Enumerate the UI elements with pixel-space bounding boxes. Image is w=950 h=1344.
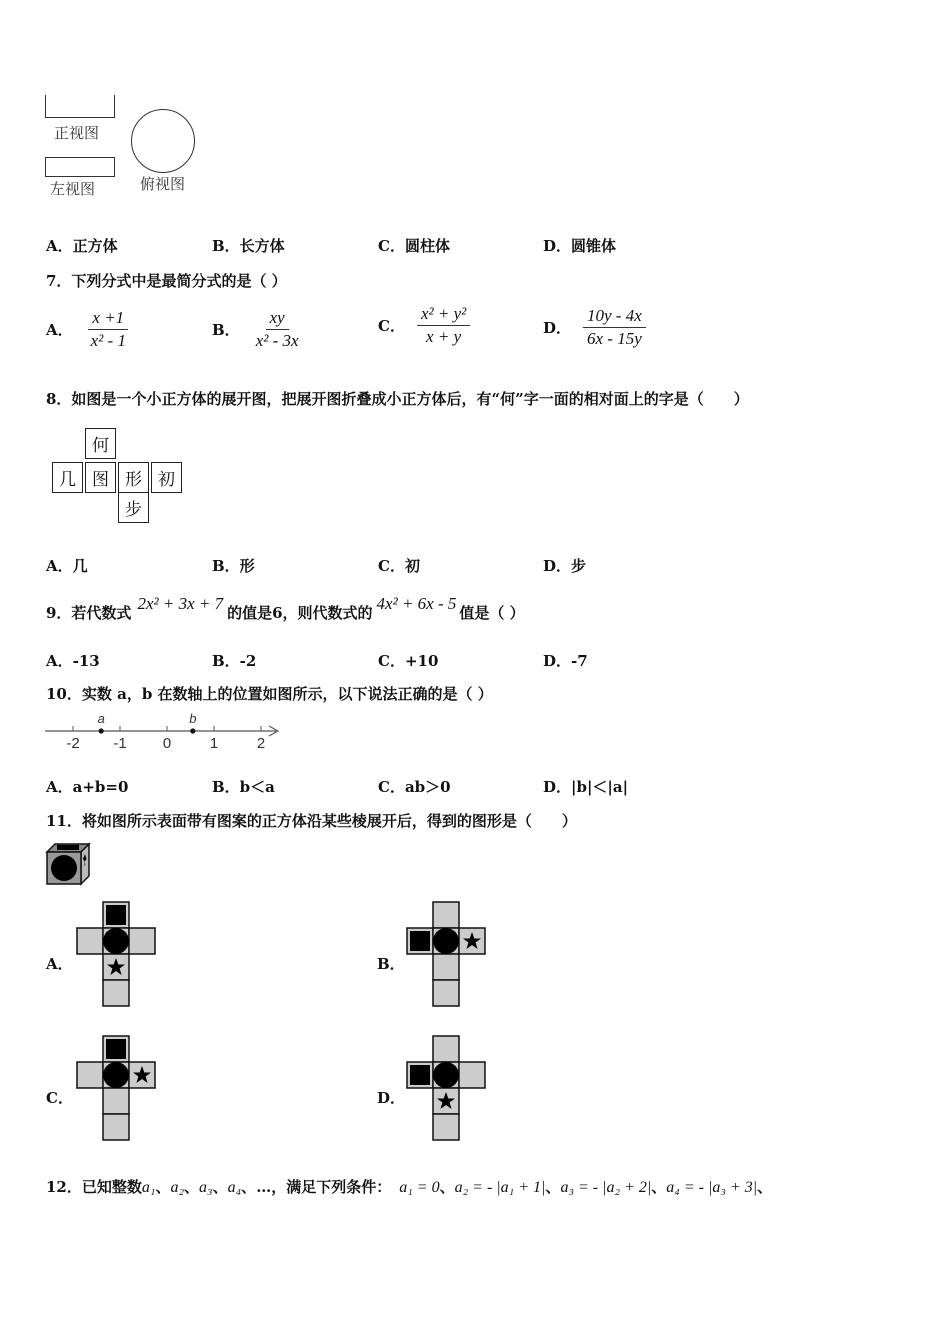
number-line <box>40 710 290 755</box>
cube-net <box>52 428 192 528</box>
point-a-dot <box>99 728 104 733</box>
point-a-label: a <box>97 711 105 726</box>
point-b-dot <box>190 728 195 733</box>
q6-option-d[interactable]: D．圆锥体 <box>543 237 617 255</box>
q11-net-b[interactable] <box>405 900 489 1008</box>
top-view-label: 俯视图 <box>140 175 186 193</box>
front-view-rect <box>45 95 115 118</box>
q7-option-d-label: D． <box>543 319 572 337</box>
q9-mid: 的值是6，则代数式的 <box>227 604 373 622</box>
circle-pattern-icon <box>433 928 459 954</box>
q10-option-c[interactable]: C．ab＞0 <box>378 778 451 796</box>
q12-seq-3: a₃ <box>199 1179 213 1196</box>
q7-option-a[interactable] <box>46 308 130 351</box>
q7-option-c-label: C． <box>378 317 405 335</box>
axis-tick-label: -1 <box>113 735 127 752</box>
circle-pattern-icon <box>103 1062 129 1088</box>
point-b-label: b <box>189 711 197 726</box>
q7-option-b-label: B． <box>212 321 240 339</box>
square-pattern-icon <box>106 1039 126 1059</box>
circle-pattern-icon <box>433 1062 459 1088</box>
q8-option-a[interactable]: A．几 <box>46 557 88 575</box>
q9-stem <box>46 593 525 622</box>
q8-option-c[interactable]: C．初 <box>378 557 420 575</box>
axis-tick-label: 2 <box>256 735 266 752</box>
q12-cond-1: a₁ = 0 <box>399 1179 440 1196</box>
q12-cond-3: a₃ = - |a₂ + 2| <box>560 1179 652 1196</box>
q11-net-d[interactable] <box>405 1034 489 1142</box>
q12-cond-2: a₂ = - |a₁ + 1| <box>454 1179 546 1196</box>
q11-option-c-label[interactable]: C． <box>46 1089 73 1107</box>
net-cell-bu: 步 <box>118 492 149 523</box>
q12-seq-4: a₄ <box>227 1179 242 1196</box>
circle-face-icon <box>51 855 77 881</box>
q7-d-fraction: $\frac{10y - 4x}{6x - 15y}$ <box>583 306 646 349</box>
square-pattern-icon <box>410 931 430 951</box>
net-cell-chu: 初 <box>151 462 182 493</box>
q9-expr2: 4x² + 6x - 5 <box>376 594 457 613</box>
circle-pattern-icon <box>103 928 129 954</box>
axis-tick-label: -2 <box>66 735 80 752</box>
q11-net-a[interactable] <box>75 900 159 1008</box>
q7-b-fraction: $\frac{xy}{\text{x² - 3x}}$ <box>255 308 299 350</box>
q9-expr1: 2x² + 3x + 7 <box>137 594 224 613</box>
front-view-label: 正视图 <box>54 124 100 142</box>
square-pattern-icon <box>106 905 126 925</box>
axis-tick-label: 1 <box>209 735 219 752</box>
q10-stem: 10．实数 a，b 在数轴上的位置如图所示，以下说法正确的是（ ） <box>46 685 493 703</box>
q12-stem: 12．已知整数a₁、a₂、a₃、a₄、…，满足下列条件： a₁ = 0、a₂ = - |a₁ + 1|、a₃ = - |a₂ + 2|、a₄ = - |a₃ + 3|、 <box>46 1178 773 1196</box>
q12-seq-2: a₂ <box>170 1179 185 1196</box>
q8-option-d[interactable]: D．步 <box>543 557 587 575</box>
net-cell-he: 何 <box>85 428 116 459</box>
axis-tick-label: 0 <box>162 735 172 752</box>
top-view-circle <box>131 109 195 173</box>
q9-option-d[interactable]: D．-7 <box>543 652 588 670</box>
q12-prefix: 12．已知整数 <box>46 1178 142 1196</box>
views-figure <box>40 95 210 205</box>
q7-option-d[interactable] <box>543 306 646 349</box>
q11-stem: 11．将如图所示表面带有图案的正方体沿某些棱展开后，得到的图形是（ ） <box>46 812 577 830</box>
q11-option-a-label[interactable]: A． <box>46 955 73 973</box>
q10-option-d[interactable]: D．|b|＜|a| <box>543 778 629 796</box>
net-cell-xing: 形 <box>118 462 149 493</box>
q7-option-b[interactable] <box>212 308 303 351</box>
net-cell-tu: 图 <box>85 462 116 493</box>
q8-option-b[interactable]: B．形 <box>212 557 255 575</box>
q6-option-b[interactable]: B．长方体 <box>212 237 285 255</box>
left-view-rect <box>45 157 115 177</box>
q7-option-c[interactable] <box>378 304 470 347</box>
q8-stem: 8．如图是一个小正方体的展开图，把展开图折叠成小正方体后，有“何”字一面的相对面上的字是（ ） <box>46 390 749 408</box>
q11-option-d-label[interactable]: D． <box>377 1089 406 1107</box>
q10-option-b[interactable]: B．b＜a <box>212 778 275 796</box>
q9-option-a[interactable]: A．-13 <box>46 652 100 670</box>
q12-ellipsis: …，满足下列条件： <box>256 1178 392 1196</box>
q6-option-c[interactable]: C．圆柱体 <box>378 237 450 255</box>
square-pattern-icon <box>410 1065 430 1085</box>
q9-option-b[interactable]: B．-2 <box>212 652 257 670</box>
q7-a-fraction: $\frac{x +1}{\text{x² - 1}}$ <box>87 308 130 351</box>
q9-suffix: 值是（ ） <box>459 604 525 622</box>
q7-c-fraction: $\frac{\text{x² + y²}}{x + y}$ <box>417 304 470 347</box>
q9-prefix: 9．若代数式 <box>46 604 132 622</box>
q11-option-b-label[interactable]: B． <box>377 955 405 973</box>
q7-stem: 7．下列分式中是最简分式的是（ ） <box>46 272 287 290</box>
q12-cond-4: a₄ = - |a₃ + 3| <box>666 1179 758 1196</box>
q10-option-a[interactable]: A．a+b=0 <box>46 778 129 796</box>
q7-option-a-label: A． <box>46 321 73 339</box>
q12-seq-1: a₁ <box>141 1179 156 1196</box>
q9-option-c[interactable]: C．+10 <box>378 652 439 670</box>
patterned-cube <box>45 842 93 886</box>
left-view-label: 左视图 <box>50 180 96 198</box>
q11-net-c[interactable] <box>75 1034 159 1142</box>
q6-option-a[interactable]: A．正方体 <box>46 237 118 255</box>
net-cell-ji: 几 <box>52 462 83 493</box>
